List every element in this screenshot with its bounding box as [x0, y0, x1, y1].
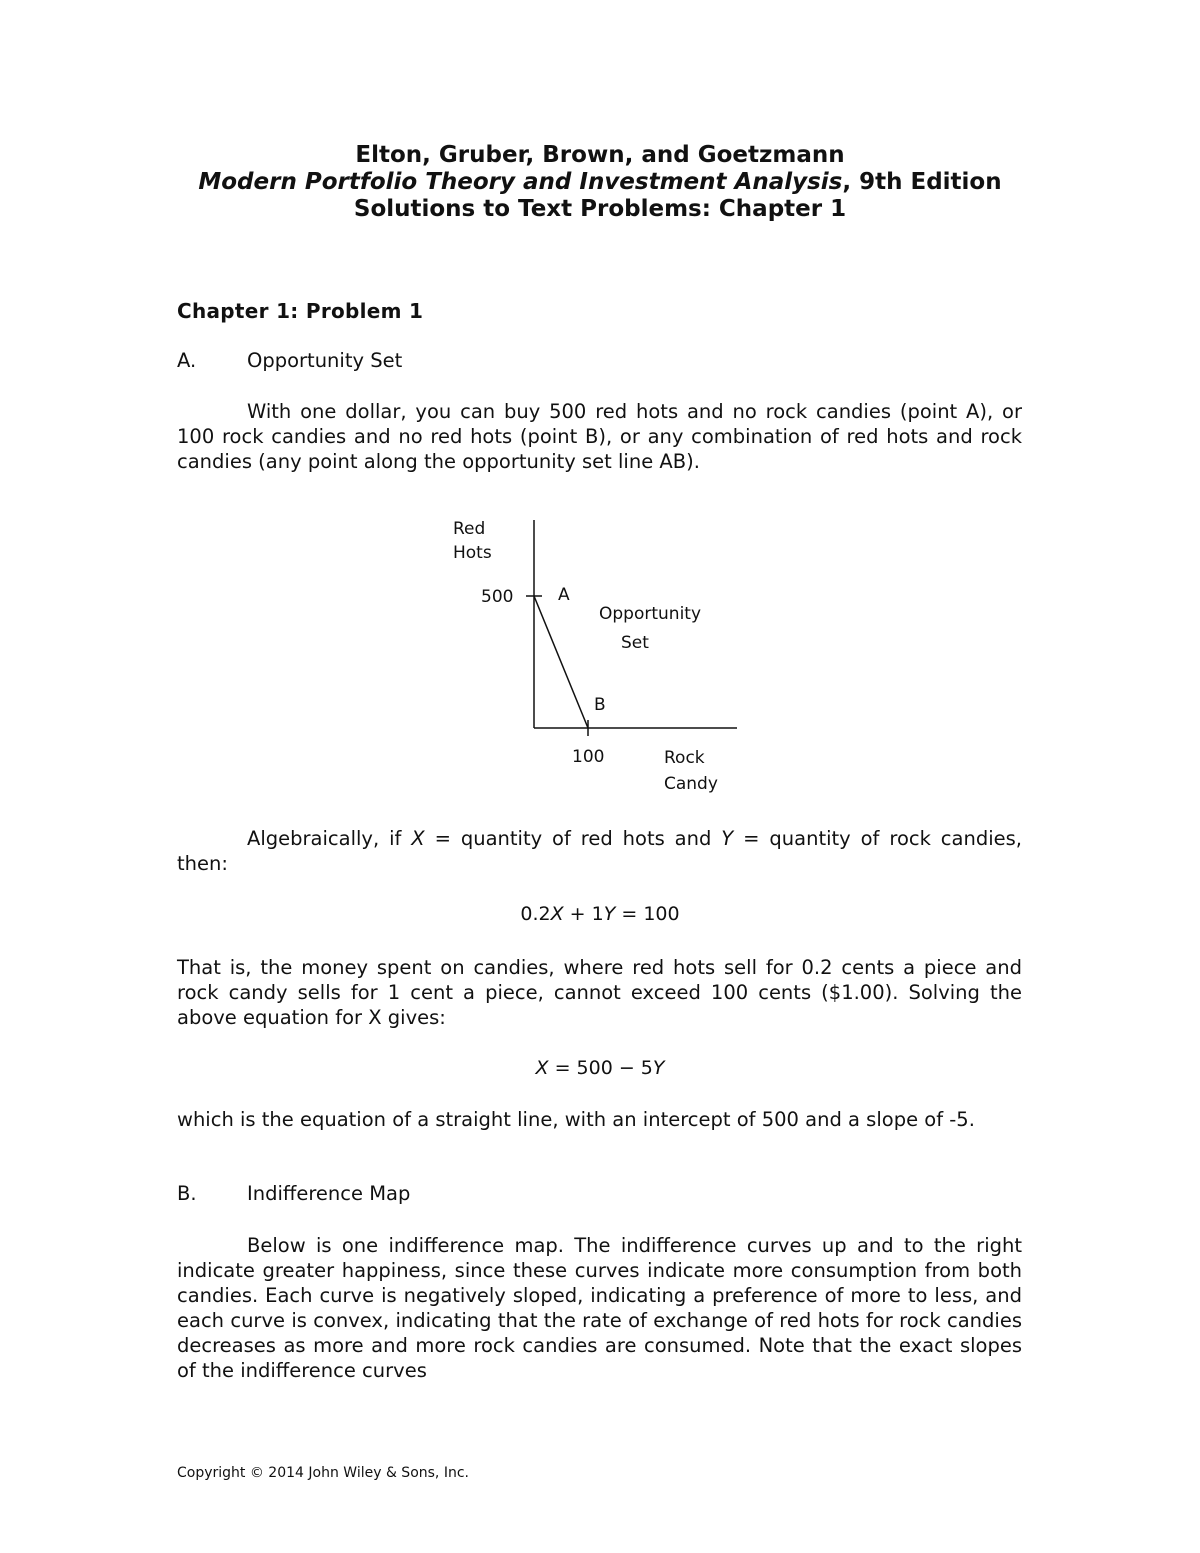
section-a-title: Opportunity Set [247, 349, 403, 372]
eq2-var-y: Y [652, 1057, 665, 1079]
eq1-var-y: Y [603, 903, 616, 925]
y-axis-label-line2: Hots [453, 543, 492, 563]
section-b-label: B. [177, 1182, 197, 1205]
section-b-title: Indifference Map [247, 1182, 411, 1205]
y-axis-label-line1: Red [453, 519, 486, 539]
algebra-var-y: Y [721, 827, 734, 850]
edition: , 9th Edition [842, 169, 1002, 195]
x-axis-label-line1: Rock [664, 748, 705, 768]
eq1-part-b: + 1 [563, 903, 604, 925]
book-title-line [0, 169, 1200, 196]
section-a-heading [177, 349, 402, 372]
algebra-text-3: = quantity of rock candies, then: [177, 827, 1022, 875]
line-paragraph: which is the equation of a straight line, with an intercept of 500 and a slope of -5. [177, 1108, 975, 1131]
eq2-part-a: = 500 − 5 [548, 1057, 653, 1079]
point-a-label: A [558, 585, 570, 605]
authors-line: Elton, Gruber, Brown, and Goetzmann [355, 142, 845, 168]
point-b-label: B [594, 695, 606, 715]
eq2-var-x: X [535, 1057, 549, 1079]
eq1-part-a: 0.2 [520, 903, 551, 925]
algebra-text-2: = quantity of red hots and [424, 827, 722, 850]
opportunity-set-figure [440, 510, 760, 805]
y-tick-label: 500 [481, 587, 514, 607]
section-b-heading [177, 1182, 410, 1205]
opportunity-label-line1: Opportunity [599, 604, 702, 624]
section-b-paragraph: Below is one indifference map. The indifference curves up and to the right indicate greater happiness, since these curves indicate more consumption from both candies. Each curve is negatively sloped, indicating a preference of more to less, and each curve is convex, indicating that the rate of exchange of red hots for rock candies decreases as more and more rock candies are consumed. Note that the exact slopes of the indifference curves [177, 1234, 1022, 1382]
eq1-var-x: X [550, 903, 564, 925]
copyright-footer: Copyright © 2014 John Wiley & Sons, Inc. [177, 1465, 469, 1481]
section-a-paragraph: With one dollar, you can buy 500 red hots and no rock candies (point A), or 100 rock candies and no red hots (point B), or any combination of red hots and rock candies (any point along the opportunity set line AB). [177, 400, 1022, 473]
section-a-label: A. [177, 349, 197, 372]
algebra-var-x: X [411, 827, 425, 850]
x-tick-label: 100 [572, 747, 605, 767]
solved-equation [0, 1057, 1200, 1079]
opportunity-set-line [534, 596, 588, 728]
eq1-part-c: = 100 [615, 903, 680, 925]
problem-heading: Chapter 1: Problem 1 [177, 299, 424, 323]
opportunity-label-line2: Set [621, 633, 649, 653]
document-subtitle: Solutions to Text Problems: Chapter 1 [353, 196, 847, 222]
algebra-paragraph [177, 826, 1022, 876]
algebra-text-1: Algebraically, if [247, 827, 412, 850]
cost-paragraph: That is, the money spent on candies, where red hots sell for 0.2 cents a piece and rock candy sells for 1 cent a piece, cannot exceed 100 cents ($1.00). Solving the above equation for X gives: [177, 956, 1022, 1029]
book-title: Modern Portfolio Theory and Investment Analysis [198, 169, 843, 195]
x-axis-label-line2: Candy [664, 774, 718, 794]
budget-equation [0, 903, 1200, 925]
